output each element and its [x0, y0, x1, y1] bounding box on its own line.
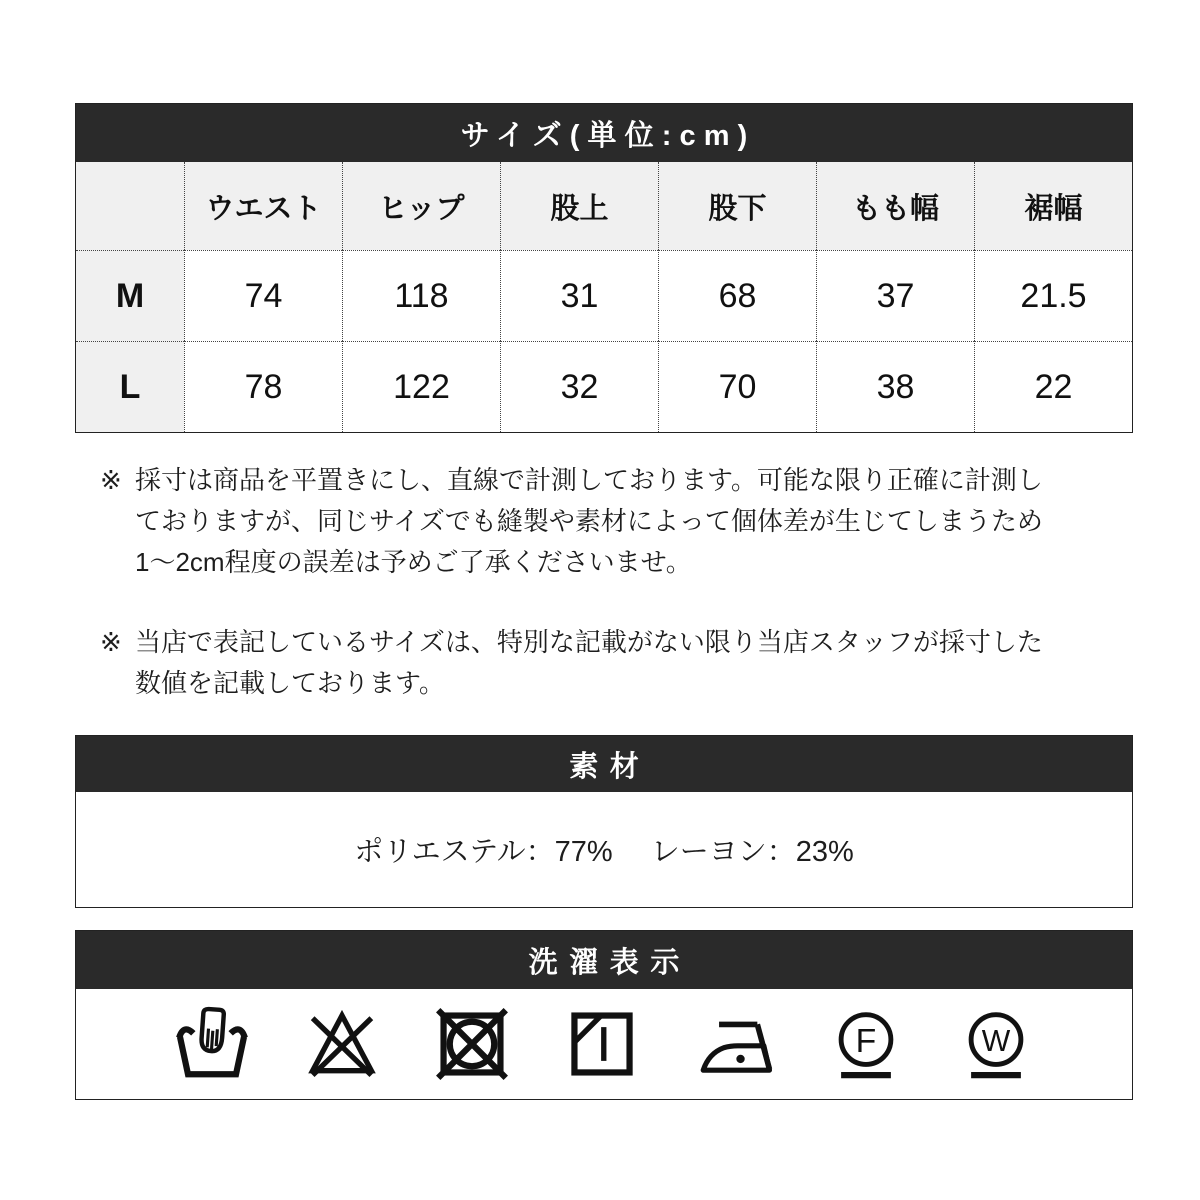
measurement-note [100, 460, 1060, 583]
care-symbol-letter: F [855, 1022, 877, 1060]
material-section [75, 735, 1133, 908]
size-table [76, 162, 1132, 432]
size-value-cell: 37 [816, 250, 974, 341]
size-value-cell: 21.5 [974, 250, 1132, 341]
size-row-label: L [76, 341, 184, 432]
care-symbol-letter: W [981, 1025, 1011, 1059]
size-row-label: M [76, 250, 184, 341]
size-table-col-header: 裾幅 [974, 162, 1132, 250]
size-table-col-header: ヒップ [342, 162, 500, 250]
size-table-col-header: 股上 [500, 162, 658, 250]
size-value-cell: 22 [974, 341, 1132, 432]
note-line: 1〜2cm程度の誤差は予めご了承くださいませ。 [135, 547, 692, 577]
size-value-cell: 74 [184, 250, 342, 341]
material-section-header [76, 736, 1132, 792]
dry-clean-petroleum-gentle-icon [826, 1004, 906, 1084]
size-value-cell: 38 [816, 341, 974, 432]
size-table-corner-cell [76, 162, 184, 250]
size-table-col-header: もも幅 [816, 162, 974, 250]
do-not-bleach-icon [302, 1004, 382, 1084]
iron-low-heat-icon [692, 1004, 776, 1084]
size-value-cell: 32 [500, 341, 658, 432]
note-line: ておりますが、同じサイズでも縫製や素材によって個体差が生じてしまうため [135, 506, 1043, 536]
care-symbols-row [76, 989, 1132, 1099]
material-composition [76, 792, 1132, 907]
sizing-note [100, 622, 1060, 704]
material-item: レーヨン：23% [650, 836, 854, 868]
size-value-cell: 70 [658, 341, 816, 432]
note-line: 採寸は商品を平置きにし、直線で計測しております。可能な限り正確に計測し [135, 465, 1043, 495]
hand-wash-icon [172, 1004, 252, 1084]
care-section-title: 洗濯表示 [528, 946, 691, 979]
size-value-cell: 31 [500, 250, 658, 341]
size-value-cell: 122 [342, 341, 500, 432]
size-section [75, 103, 1133, 433]
material-section-title: 素材 [569, 750, 651, 783]
line-dry-in-shade-icon [562, 1004, 642, 1084]
size-value-cell: 68 [658, 250, 816, 341]
note-line: 当店で表記しているサイズは、特別な記載がない限り当店スタッフが採寸した [135, 627, 1043, 657]
size-value-cell: 78 [184, 341, 342, 432]
size-table-col-header: ウエスト [184, 162, 342, 250]
size-value-cell: 118 [342, 250, 500, 341]
care-section-header [76, 931, 1132, 989]
note-line: 数値を記載しております。 [135, 668, 445, 698]
size-table-col-header: 股下 [658, 162, 816, 250]
do-not-tumble-dry-icon [432, 1004, 512, 1084]
note-marker: ※ [100, 627, 122, 657]
material-item: ポリエステル：77% [354, 836, 613, 868]
care-section [75, 930, 1133, 1100]
note-marker: ※ [100, 465, 122, 495]
wet-clean-gentle-icon [956, 1004, 1036, 1084]
size-section-header [76, 104, 1132, 162]
size-section-title: サイズ(単位:cm) [460, 119, 756, 152]
